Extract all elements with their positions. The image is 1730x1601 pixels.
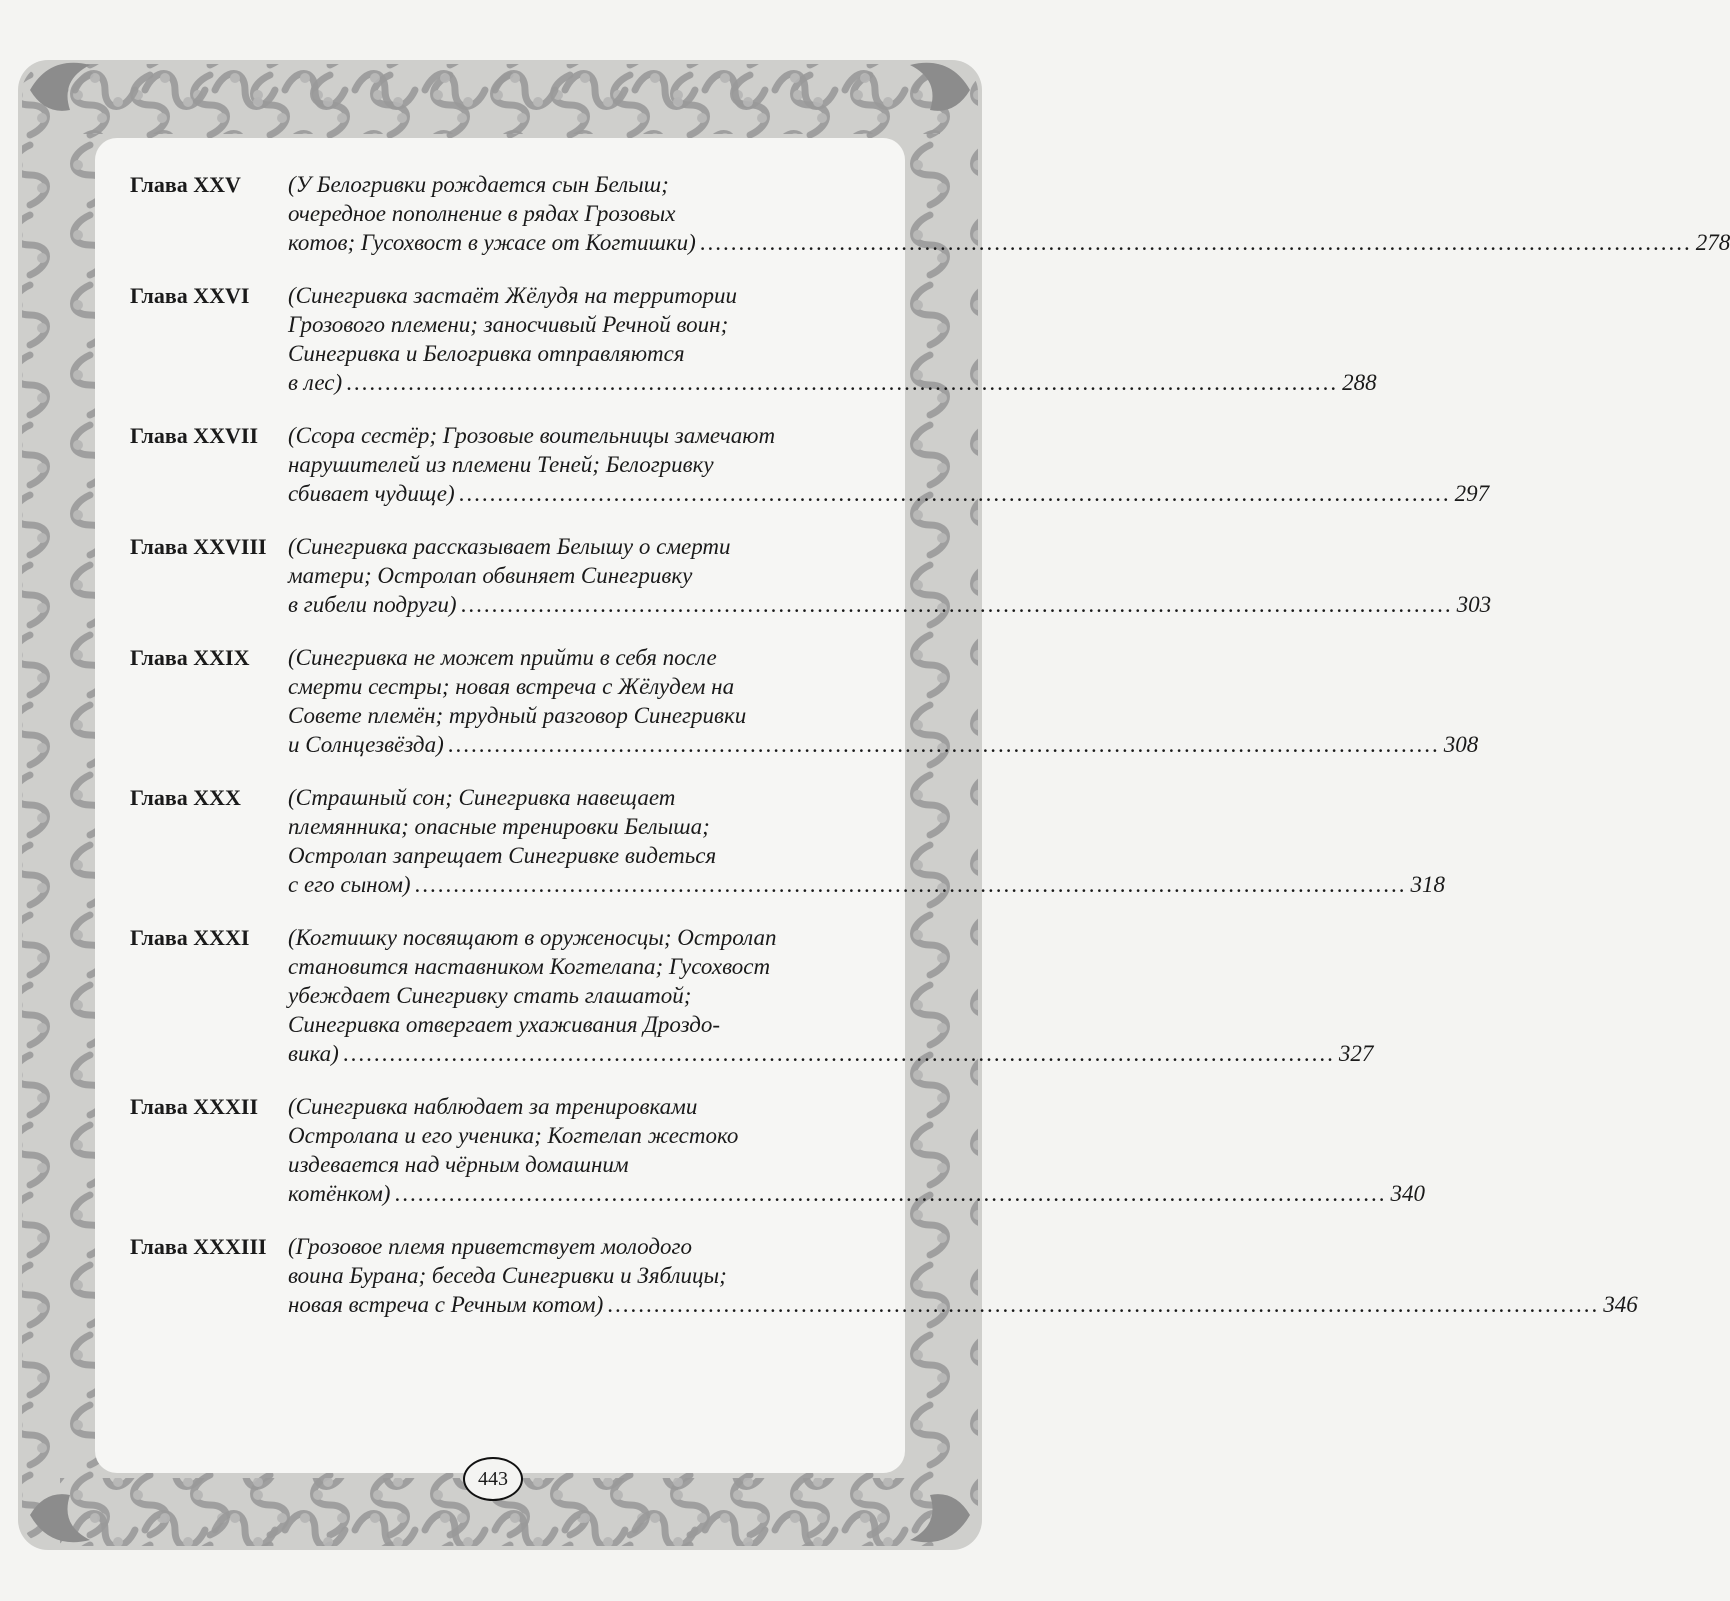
toc-entry [130,170,1730,257]
toc-entry [130,923,1374,1068]
summary-line: нарушителей из племени Теней; Белогривку [288,452,714,477]
summary-line: (Синегривка рассказывает Белышу о смерти [288,534,731,559]
summary-line: с его сыном) [288,872,411,897]
chapter-summary [288,170,1730,257]
summary-line: (Синегривка наблюдает за тренировками [288,1094,698,1119]
summary-last-line [288,1039,1373,1068]
summary-line: Совете племён; трудный разговор Синегривки [288,703,747,728]
chapter-summary [288,1092,1425,1208]
summary-line: и Солнцезвёзда) [288,732,444,757]
summary-line: (Синегривка не может прийти в себя после [288,645,717,670]
summary-line: убеждает Синегривку стать глашатой; [288,983,692,1008]
summary-line: сбивает чудище) [288,481,455,506]
summary-line: смерти сестры; новая встреча с Жёлудем на [288,674,735,699]
summary-line: новая встреча с Речным котом) [288,1292,604,1317]
summary-line: котов; Гусохвост в ужасе от Когтишки) [288,230,696,255]
summary-line: становится наставником Когтелапа; Гусохвост [288,954,771,979]
summary-line: воина Бурана; беседа Синегривки и Зяблицы; [288,1263,727,1288]
chapter-summary [288,783,1445,899]
dot-leader [607,1290,1599,1319]
summary-line: Грозового племени; заносчивый Речной воин; [288,312,729,337]
summary-line: (Грозовое племя приветствует молодого [288,1234,692,1259]
summary-line: племянника; опасные тренировки Белыша; [288,814,710,839]
summary-last-line [288,1179,1425,1208]
chapter-label: Глава XXVII [130,423,259,448]
summary-line: Синегривка отвергает ухаживания Дроздо- [288,1012,721,1037]
page-number: 318 [1410,872,1446,897]
page-number: 297 [1454,481,1490,506]
summary-last-line [288,228,1730,257]
summary-last-line [288,1290,1638,1319]
page-folio-number: 443 [478,1467,508,1490]
chapter-summary [288,532,1491,619]
chapter-label: Глава XXIX [130,645,250,670]
dot-leader [448,730,1440,759]
summary-line: котёнком) [288,1181,391,1206]
summary-line: матери; Остролап обвиняет Синегривку [288,563,693,588]
page-number: 346 [1603,1292,1638,1317]
summary-last-line [288,479,1489,508]
chapter-summary [288,421,1489,508]
table-of-contents [130,170,1730,1343]
summary-line: издевается над чёрным домашним [288,1152,629,1177]
chapter-label: Глава XXXI [130,925,250,950]
summary-line: очередное пополнение в рядах Грозовых [288,201,676,226]
summary-last-line [288,590,1491,619]
chapter-label: Глава XXVIII [130,534,267,559]
summary-line: в гибели подруги) [288,592,457,617]
summary-line: Остролапа и его ученика; Когтелап жестоко [288,1123,739,1148]
summary-line: в лес) [288,370,343,395]
summary-line: (Страшный сон; Синегривка навещает [288,785,676,810]
chapter-label: Глава XXXII [130,1094,259,1119]
toc-entry [130,281,1377,397]
dot-leader [394,1179,1386,1208]
summary-last-line [288,730,1478,759]
toc-entry [130,643,1479,759]
page-number: 327 [1338,1041,1374,1066]
chapter-summary [288,643,1478,759]
chapter-label: Глава XXVI [130,283,250,308]
summary-line: вика) [288,1041,339,1066]
chapter-summary [288,281,1377,397]
chapter-summary [288,1232,1638,1319]
dot-leader [346,368,1338,397]
dot-leader [459,479,1451,508]
chapter-label: Глава XXXIII [130,1234,267,1259]
page-number: 340 [1390,1181,1425,1206]
dot-leader [415,870,1407,899]
toc-entry [130,1232,1638,1319]
summary-line: (У Белогривки рождается сын Белыш; [288,172,669,197]
dot-leader [461,590,1453,619]
summary-line: (Ссора сестёр; Грозовые воительницы замечают [288,423,776,448]
summary-line: Синегривка и Белогривка отправляются [288,341,685,366]
page-number: 308 [1443,732,1479,757]
chapter-label: Глава XXV [130,172,241,197]
toc-entry [130,783,1446,899]
summary-line: Остролап запрещает Синегривке видеться [288,843,717,868]
page-number: 303 [1456,592,1492,617]
toc-entry [130,421,1490,508]
summary-last-line [288,368,1377,397]
dot-leader [343,1039,1335,1068]
page-number: 288 [1342,370,1377,395]
dot-leader [700,228,1692,257]
page-number: 278 [1695,230,1730,255]
summary-last-line [288,870,1445,899]
summary-line: (Когтишку посвящают в оруженосцы; Остролап [288,925,777,950]
chapter-label: Глава XXX [130,785,241,810]
chapter-summary [288,923,1373,1068]
page-folio [463,1457,523,1501]
toc-entry [130,532,1492,619]
summary-line: (Синегривка застаёт Жёлудя на территории [288,283,737,308]
toc-entry [130,1092,1425,1208]
